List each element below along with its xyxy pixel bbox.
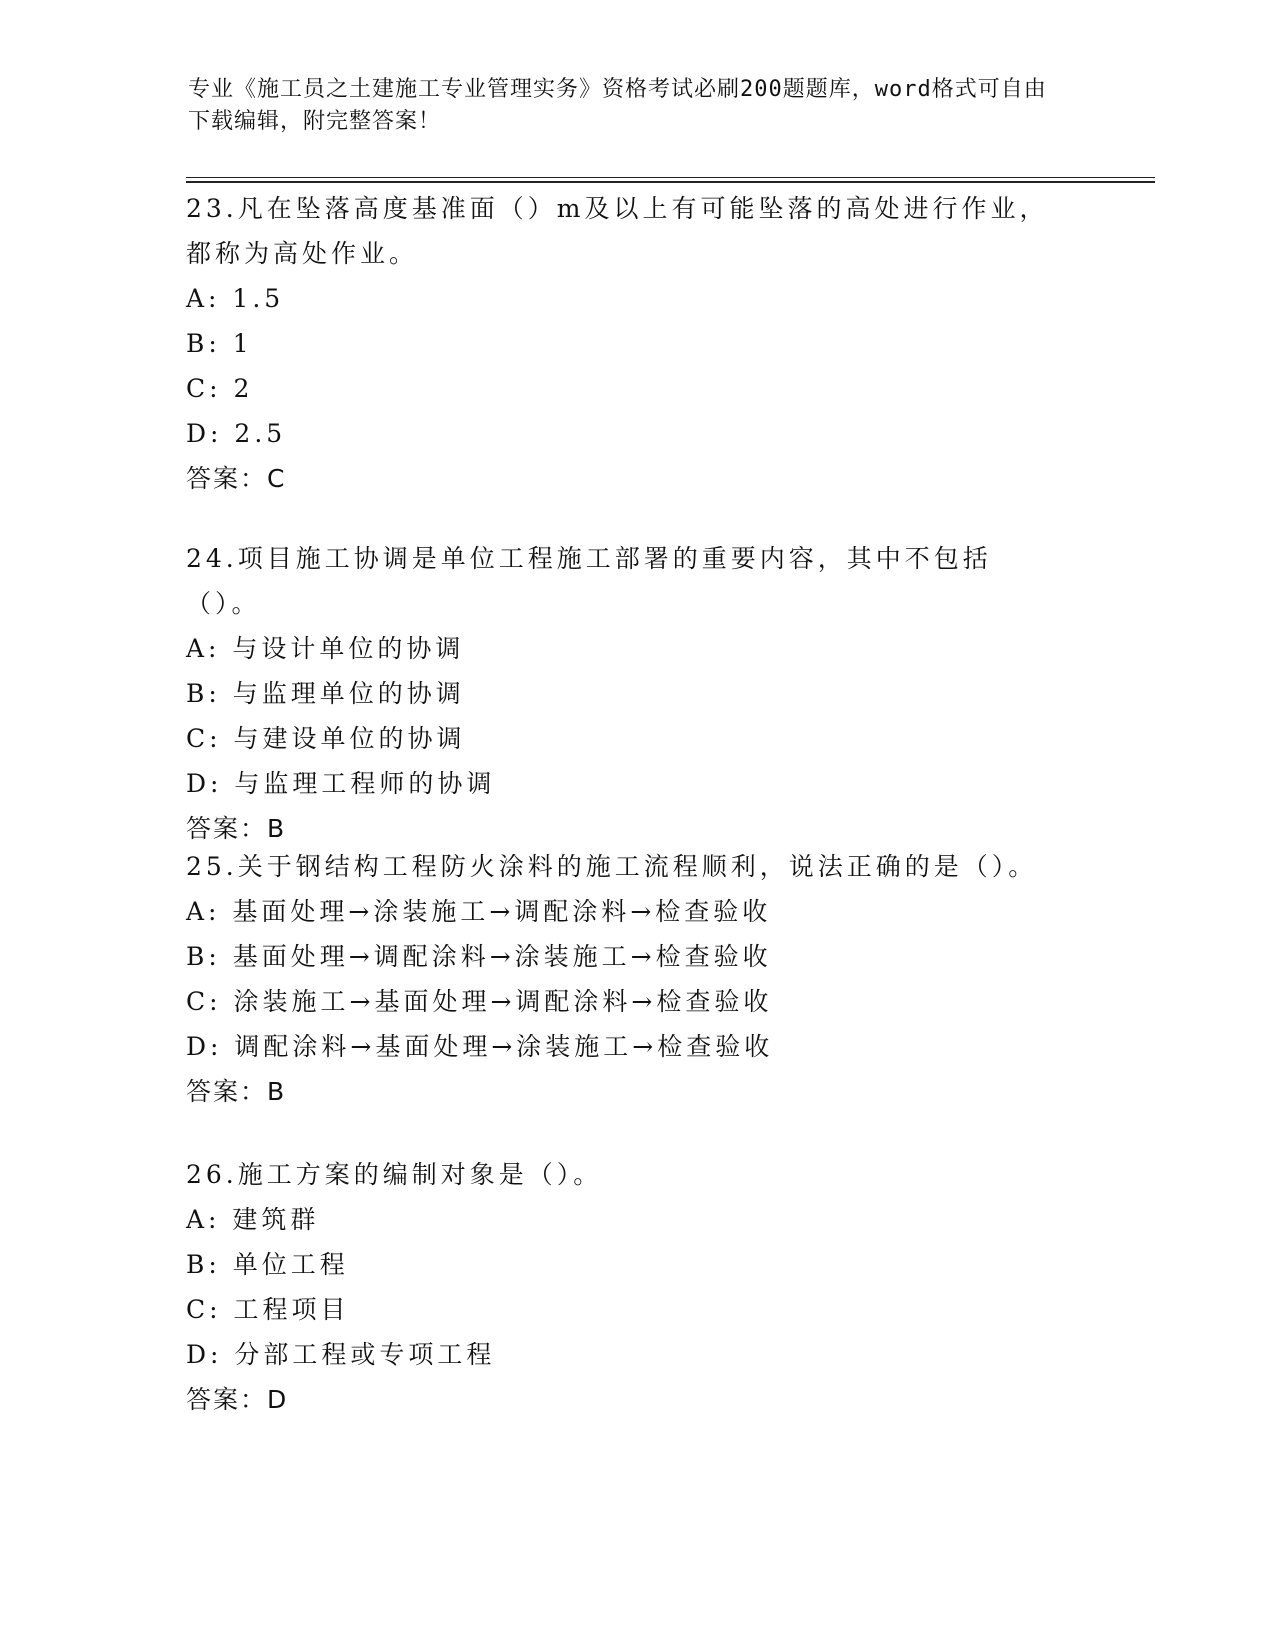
- option-a: A: 建筑群: [186, 1205, 320, 1234]
- option-b: B: 单位工程: [186, 1250, 349, 1279]
- option-d: D: 调配涂料→基面处理→涂装施工→检查验收: [186, 1032, 774, 1061]
- question-25: [186, 844, 1086, 1114]
- document-header: 专业《施工员之土建施工专业管理实务》资格考试必刷200题题库，word格式可自由下载编辑，附完整答案！: [188, 77, 1047, 134]
- option-c: C: 与建设单位的协调: [186, 724, 466, 753]
- option-d: D: 与监理工程师的协调: [186, 769, 496, 798]
- header-divider-thin: [186, 177, 1155, 178]
- option-d: D: 分部工程或专项工程: [186, 1340, 496, 1369]
- answer-line: 答案：B: [186, 814, 287, 843]
- option-c: C: 涂装施工→基面处理→调配涂料→检查验收: [186, 987, 773, 1016]
- question-stem: 24.项目施工协调是单位工程施工部署的重要内容，其中不包括（）。: [186, 544, 992, 618]
- question-26: [186, 1152, 1086, 1422]
- answer-line: 答案：D: [186, 1385, 289, 1414]
- question-stem: 26.施工方案的编制对象是（）。: [186, 1160, 603, 1189]
- option-b: B: 与监理单位的协调: [186, 679, 465, 708]
- option-c: C: 工程项目: [186, 1295, 350, 1324]
- option-a: A: 基面处理→涂装施工→调配涂料→检查验收: [186, 897, 772, 926]
- option-d: D: 2.5: [186, 419, 287, 448]
- question-24: [186, 536, 1086, 851]
- question-stem: 23.凡在坠落高度基准面（）m及以上有可能坠落的高处进行作业，都称为高处作业。: [186, 194, 1049, 268]
- answer-line: 答案：B: [186, 1077, 287, 1106]
- option-a: A: 1.5: [186, 284, 285, 313]
- option-b: B: 1: [186, 329, 253, 358]
- option-a: A: 与设计单位的协调: [186, 634, 465, 663]
- question-23: [186, 186, 1086, 501]
- question-stem: 25.关于钢结构工程防火涂料的施工流程顺利，说法正确的是（）。: [186, 852, 1038, 881]
- answer-line: 答案：C: [186, 464, 287, 493]
- option-c: C: 2: [186, 374, 254, 403]
- option-b: B: 基面处理→调配涂料→涂装施工→检查验收: [186, 942, 772, 971]
- header-divider-thick: [186, 181, 1155, 183]
